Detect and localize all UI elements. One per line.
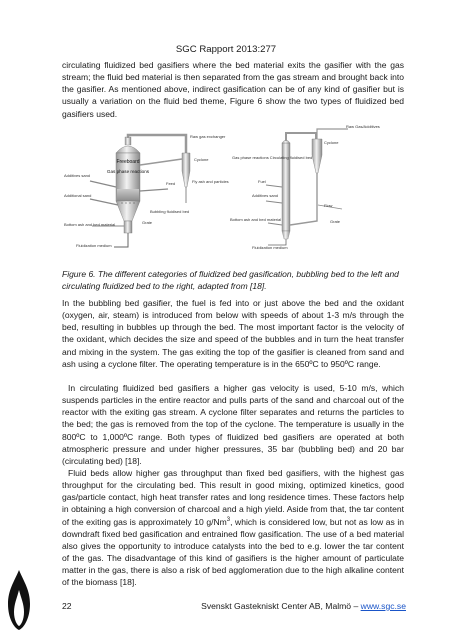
label-cyclone-2: Cyclone [324, 140, 339, 145]
circulating-bed-gasifier [266, 129, 348, 245]
label-additives-sand-2: Additives sand [252, 193, 279, 198]
body-paragraph-1: In the bubbling bed gasifier, the fuel is fed into or just above the bed and the oxidant (oxygen, air, steam) is introduced from below with speeds of about 1-3 m/s through the bed, resulting in bubbles up through the bed. The most important factor is the velocity of the oxidant, which decides the size and speed of the bubbles and in turn the heat transfer and mixing in the system. The gas exiting the top of the gasifier is cleaned from sand and ash using a cyclone filter. The operating temperature is in the 650ºC to 950ºC range. [62, 298, 404, 369]
footer-org-name: Svenskt Gastekniskt Center AB, Malmö – [201, 601, 361, 611]
label-additives-sand: Additives sand [64, 173, 91, 178]
intro-paragraph: circulating fluidized bed gasifiers where the bed material exits the gasifier with the gas stream; the fluid bed material is then separated from the gas stream and brought back into the gasifier. As mentioned above, indirect gasification can be of any kind of gasifier but is usually a variation on the fluid bed theme, Figure 6 show the two types of fluidized bed gasifiers used. [62, 60, 404, 119]
label-raw-gas-additives: Raw Gas/Additives [346, 125, 380, 129]
label-gas-phase-reactions: Gas phase reactions [106, 169, 150, 174]
figure-labels [64, 125, 380, 250]
label-bottom-ash: Bottom ash and bed material [64, 222, 116, 227]
page-number: 22 [62, 601, 72, 611]
label-gas-phase-reactions-cfb: Gas phase reactions Circulating fluidised bed [232, 155, 313, 160]
label-cyclone: Cyclone [194, 157, 209, 162]
label-grate-2: Grate [330, 219, 341, 224]
label-fluidization-medium: Fluidization medium [76, 243, 112, 248]
figure-caption: Figure 6. The different categories of fluidized bed gasification, bubbling bed to the left and circulating fluidized bed to the right, adapted from [18]. [62, 269, 399, 292]
superscript-3: 3 [226, 516, 231, 523]
label-grate: Grate [142, 220, 153, 225]
label-bottom-ash-2: Bottom ash and bed material [230, 217, 282, 222]
label-flow: Flow [324, 203, 333, 208]
flame-logo-icon [6, 568, 32, 632]
label-raw-gas-exchanger: Raw gas exchanger [190, 134, 226, 139]
body-paragraph-3-part-a: Fluid beds allow higher gas throughput than fixed bed gasifiers, with the highest gas throughput for the circulating bed. This result in good mixing, optimized kinetics, good gas/particle contact, high heat transfer rates and long residence times. These factors help in obtaining a high conversion of charcoal and a high yield. Aside from that, the tar content of the exiting gas is approximately 10 g/Nm [62, 468, 404, 527]
body-paragraph-3 [62, 467, 404, 589]
label-bubbling-bed: Bubbling fluidised bed [150, 209, 190, 214]
label-additional-sand: Additional sand [64, 193, 92, 198]
body-paragraph-2: In circulating fluidized bed gasifiers a higher gas velocity is used, 5-10 m/s, which suspends particles in the entire reactor and pulls parts of the sand and charcoal out of the reactor with the exiting gas stream. A cyclone filter separates and returns the particles to the bed; the gas is removed from the top of the cyclone. The temperature is usually in the 800ºC to 1,000ºC range. Both types of fluidized bed gasifiers are operated at both atmospheric pressure and under higher pressures, 35 bar (bubbling bed) and 20 bar (circulating bed) [18]. [62, 383, 404, 466]
body-paragraph-3-part-b: , which is considered low, but not as low as in downdraft fixed bed gasification and entrained flow gasification. The use of a bed material also gives the opportunity to introduce catalysts into the bed to e.g. lower the tar content of the gas. The disadvantage of this kind of gasifiers is the higher amount of particulate matter in the gas, there is also a risk of bed agglomeration due to the high alkaline content of the biomass [18]. [62, 516, 404, 588]
gasifier-figure [62, 125, 406, 265]
label-fly-ash: Fly ash and particles [192, 179, 229, 184]
page-header: SGC Rapport 2013:277 [175, 44, 277, 55]
label-feed: Feed [166, 181, 176, 186]
label-fuel: Fuel [258, 179, 266, 184]
bubbling-bed-gasifier [90, 135, 190, 247]
label-freeboard: Freeboard [116, 159, 140, 165]
footer-website-link[interactable]: www.sgc.se [360, 601, 406, 611]
label-fluidization-medium-2: Fluidization medium [252, 245, 288, 250]
footer-org [201, 601, 406, 611]
gasifier-diagram [62, 125, 406, 265]
